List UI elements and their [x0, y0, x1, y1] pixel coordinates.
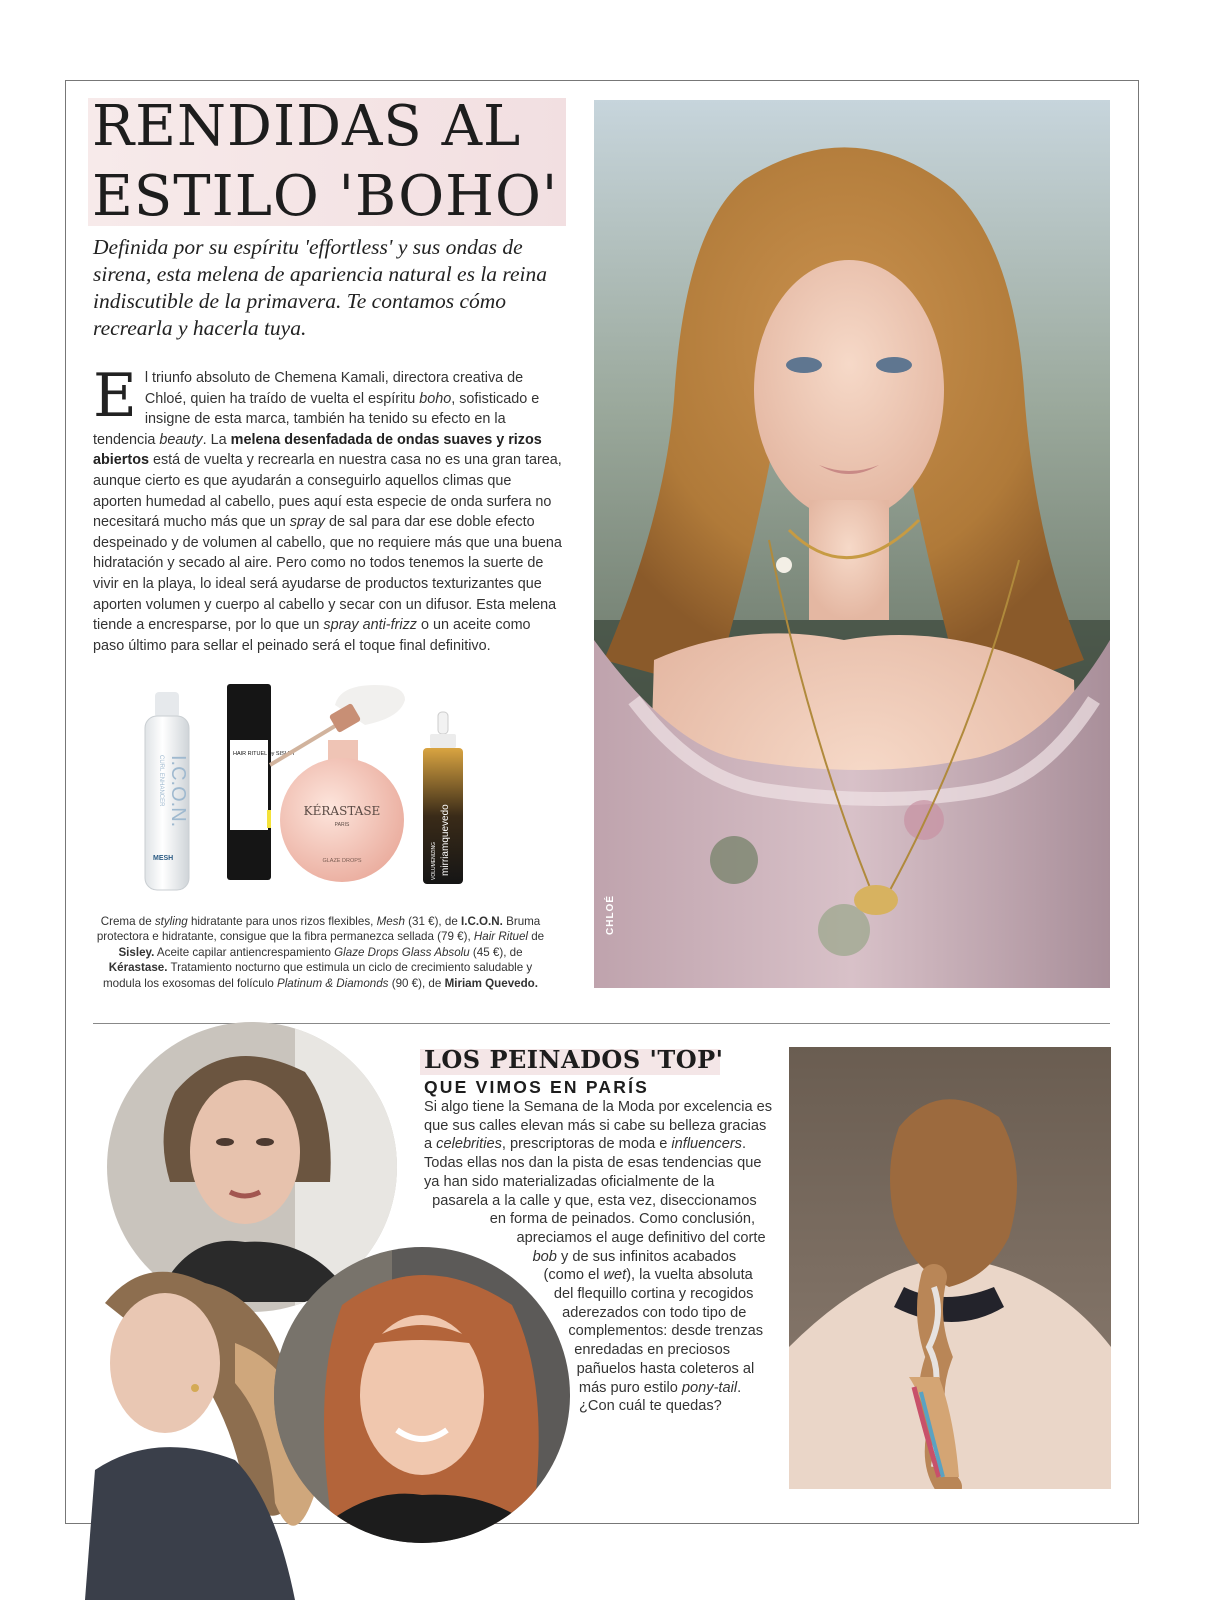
braid-hairstyle-photo [789, 1047, 1111, 1489]
article-body: El triunfo absoluto de Chemena Kamali, directora creativa de Chloé, quien ha traído de vuelta el espíritu boho, sofisticado e insigne de esta marca, también ha tenido su efecto en la tendencia beauty. La melena desenfadada de ondas suaves y rizos abiertos está de vuelta y recrearla en nuestra casa no es una gran tarea, aunque cierto es que ayudarán a conseguirlo aquellos climas que aporten humedad al cabello, pues aquí esta especie de onda surfera no necesitará mucho más que un spray de sal para dar ese doble efecto despeinado y de volumen al cabello, que no requiere más que una buena hidratación y secado al aire. Pero como no todos tenemos la suerte de vivir en la playa, lo ideal será ayudarse de productos texturizantes que aporten volumen y cuerpo al cabello y secar con un difusor. Esta melena tiende a encresparse, por lo que un spray anti-frizz o un aceite como paso último para sellar el peinado será el toque final definitivo. [93, 361, 562, 654]
quevedo-bottle [423, 712, 463, 884]
kerastase-sub: PARIS [334, 822, 350, 828]
icon-bottle [145, 692, 189, 890]
sisley-brand: HAIR RITUEL by SISLEY [233, 751, 296, 757]
kerastase-name: GLAZE DROPS [322, 858, 362, 864]
icon-sub: CURL ENHANCER [158, 755, 164, 807]
quevedo-brand: mirriamquevedo [440, 804, 451, 876]
section-body: Si algo tiene la Semana de la Moda por excelencia es que sus calles elevan más si cabe su belleza gracias a celebrities, prescriptoras de moda e influencers. Todas ellas nos dan la pista de esas tendencias que ya han sido materializadas oficialmente de la pasarela a la calle y que, esta vez, diseccionamos en forma de peinados. Como conclusión, apreciamos el auge definitivo del corte bob y de sus infinitos acabados (como el wet), la vuelta absoluta del flequillo cortina y recogidos aderezados con todo tipo de complementos: desde trenzas enredadas en preciosos pañuelos hasta coleteros al más puro estilo pony-tail. ¿Con cuál te quedas? [424, 1098, 774, 1498]
section-title: LOS PEINADOS 'TOP' [424, 1045, 724, 1074]
runway-model-photo [594, 100, 1110, 988]
product-lineup-image [120, 680, 560, 910]
section-subtitle: QUE VIMOS EN PARÍS [424, 1077, 649, 1097]
photo-credit: CHLOÉ [605, 895, 616, 935]
kerastase-bottle [270, 685, 405, 882]
article-headline: RENDIDAS AL ESTILO 'BOHO' [92, 94, 559, 229]
icon-product-name: MESH [153, 855, 174, 862]
sisley-bottle [227, 684, 295, 880]
drop-cap: E [93, 361, 137, 431]
product-caption: Crema de styling hidratante para unos rizos flexibles, Mesh (31 €), de I.C.O.N. Bruma protectora e hidratante, consigue que la fibra permanezca sellada (79 €), Hair Rituel de Sisley. Aceite capilar antiencrespamiento Glaze Drops Glass Absolu (45 €), de Kérastase. Tratamiento nocturno que estimula un ciclo de crecimiento saludable y modula los exosomas del folículo Platinum & Diamonds (90 €), de Miriam Quevedo. [96, 915, 545, 990]
icon-brand: I.C.O.N. [167, 755, 189, 828]
kerastase-brand: KÉRASTASE [303, 804, 381, 818]
quevedo-sub: VOLUMENIZING [431, 841, 437, 880]
article-lead: Definida por su espíritu 'effortless' y sus ondas de sirena, esta melena de apariencia natural es la reina indiscutible de la primavera. Te contamos cómo recrearla y hacerla tuya. [93, 235, 548, 340]
